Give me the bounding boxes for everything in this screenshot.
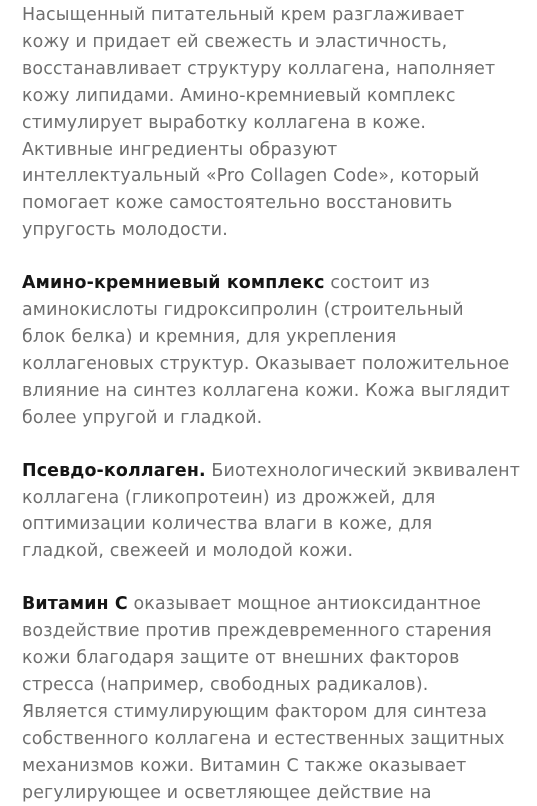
text-line: более упругой и гладкой.	[22, 407, 263, 428]
text-line: кожи благодаря защите от внешних факторов	[22, 648, 460, 669]
text-run: оказывает мощное антиоксидантное	[127, 594, 482, 615]
text-line: кожу и придает ей свежесть и эластичность,	[22, 31, 448, 52]
amino-silicon-complex-paragraph	[22, 270, 527, 431]
ingredient-heading: Витамин С	[22, 594, 128, 615]
text-line: восстанавливает структуру коллагена, наполняет	[22, 58, 496, 79]
text-run: состоит из	[324, 273, 430, 294]
vitamin-c-paragraph	[22, 591, 527, 806]
text-line	[22, 458, 527, 485]
ingredient-heading: Псевдо-коллаген.	[22, 460, 206, 481]
text-run: Биотехнологический эквивалент	[205, 460, 520, 481]
text-line	[22, 270, 527, 297]
text-line: собственного коллагена и естественных защитных	[22, 728, 505, 749]
text-line: коллагеновых структур. Оказывает положительное	[22, 353, 510, 374]
text-line: Является стимулирующим фактором для синтеза	[22, 701, 488, 722]
text-line: оптимизации количества влаги в коже, для	[22, 514, 433, 535]
intro-paragraph	[22, 2, 527, 244]
text-line: блок белка) и кремния, для укрепления	[22, 326, 397, 347]
text-line: стимулирует выработку коллагена в коже.	[22, 112, 427, 133]
text-line: воздействие против преждевременного старения	[22, 621, 492, 642]
text-line: интеллектуальный «Pro Collagen Code», который	[22, 166, 480, 187]
text-line: механизмов кожи. Витамин С также оказывает	[22, 755, 467, 776]
text-line: аминокислоты гидроксипролин (строительный	[22, 300, 464, 321]
text-line: упругость молодости.	[22, 220, 228, 241]
text-line: влияние на синтез коллагена кожи. Кожа выглядит	[22, 380, 511, 401]
pseudo-collagen-paragraph	[22, 458, 527, 566]
ingredient-heading: Амино-кремниевый комплекс	[22, 273, 325, 294]
product-description	[22, 2, 527, 806]
text-line: кожу липидами. Амино-кремниевый комплекс	[22, 85, 456, 106]
text-line: регулирующее и осветляющее действие на	[22, 782, 432, 803]
text-line: стресса (например, свободных радикалов).	[22, 674, 429, 695]
text-line: помогает коже самостоятельно восстановить	[22, 193, 453, 214]
text-line: Насыщенный питательный крем разглаживает	[22, 5, 465, 25]
text-line	[22, 591, 527, 618]
text-line: гладкой, свежеей и молодой кожи.	[22, 541, 354, 562]
text-line: коллагена (гликопротеин) из дрожжей, для	[22, 487, 436, 508]
text-line: Активные ингредиенты образуют	[22, 139, 338, 160]
